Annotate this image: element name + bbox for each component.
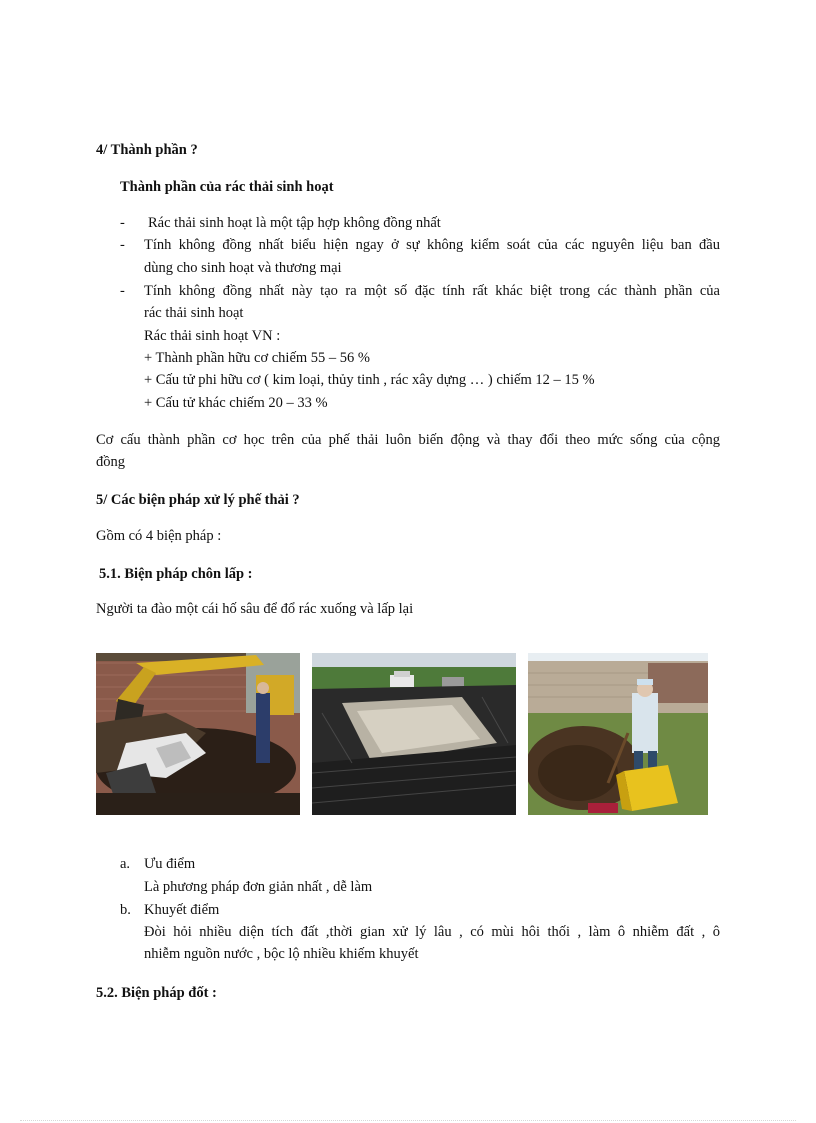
page-bottom-divider: [20, 1120, 796, 1121]
bullet-text: Rác thải sinh hoạt là một tập hợp không đồng nhất: [148, 215, 441, 231]
vn-waste-label: Rác thải sinh hoạt VN :: [144, 328, 281, 344]
cons-text: Đòi hỏi nhiều diện tích đất ,thời gian xử lý lâu , có mùi hôi thối , làm ô nhiễm đất , ô: [144, 924, 720, 940]
bullet-dash: -: [120, 283, 125, 299]
subsection-5-1-description: Người ta đào một cái hố sâu để đổ rác xuống và lấp lại: [96, 601, 414, 617]
bullet-text-continued: rác thải sinh hoạt: [144, 305, 244, 321]
photo-landfill-pit: [312, 653, 516, 815]
summary-paragraph-continued: đồng: [96, 454, 125, 470]
section-4-subheading: Thành phần của rác thải sinh hoạt: [120, 179, 334, 195]
composition-item: + Cấu tử phi hữu cơ ( kim loại, thủy tinh , rác xây dựng … ) chiếm 12 – 15 %: [144, 372, 595, 388]
bullet-text-continued: dùng cho sinh hoạt và thương mại: [144, 260, 342, 276]
pros-title: Ưu điểm: [144, 856, 196, 872]
subsection-5-1-heading: 5.1. Biện pháp chôn lấp :: [99, 566, 253, 582]
photo-worker-bin: [528, 653, 708, 815]
bullet-dash: -: [120, 237, 125, 253]
list-marker: a.: [120, 856, 131, 872]
section-4-heading: 4/ Thành phần ?: [96, 142, 198, 158]
bullet-text: Tính không đồng nhất này tạo ra một số đặc tính rất khác biệt trong các thành phần của: [144, 283, 720, 299]
summary-paragraph: Cơ cấu thành phần cơ học trên của phế thải luôn biến động và thay đổi theo mức sống của cộng: [96, 432, 720, 448]
section-5-heading: 5/ Các biện pháp xử lý phế thải ?: [96, 492, 300, 508]
pros-text: Là phương pháp đơn giản nhất , dễ làm: [144, 879, 373, 895]
cons-text-continued: nhiễm nguồn nước , bộc lộ nhiều khiếm khuyết: [144, 946, 419, 962]
composition-item: + Thành phần hữu cơ chiếm 55 – 56 %: [144, 350, 370, 366]
list-marker: b.: [120, 902, 131, 918]
subsection-5-2-heading: 5.2. Biện pháp đốt :: [96, 985, 217, 1001]
photo-excavator: [96, 653, 300, 815]
bullet-dash: -: [120, 215, 125, 231]
bullet-text: Tính không đồng nhất biểu hiện ngay ở sự không kiểm soát của các nguyên liệu ban đầu: [144, 237, 720, 253]
composition-item: + Cấu tử khác chiếm 20 – 33 %: [144, 395, 328, 411]
section-5-intro: Gồm có 4 biện pháp :: [96, 528, 222, 544]
cons-title: Khuyết điểm: [144, 902, 220, 918]
